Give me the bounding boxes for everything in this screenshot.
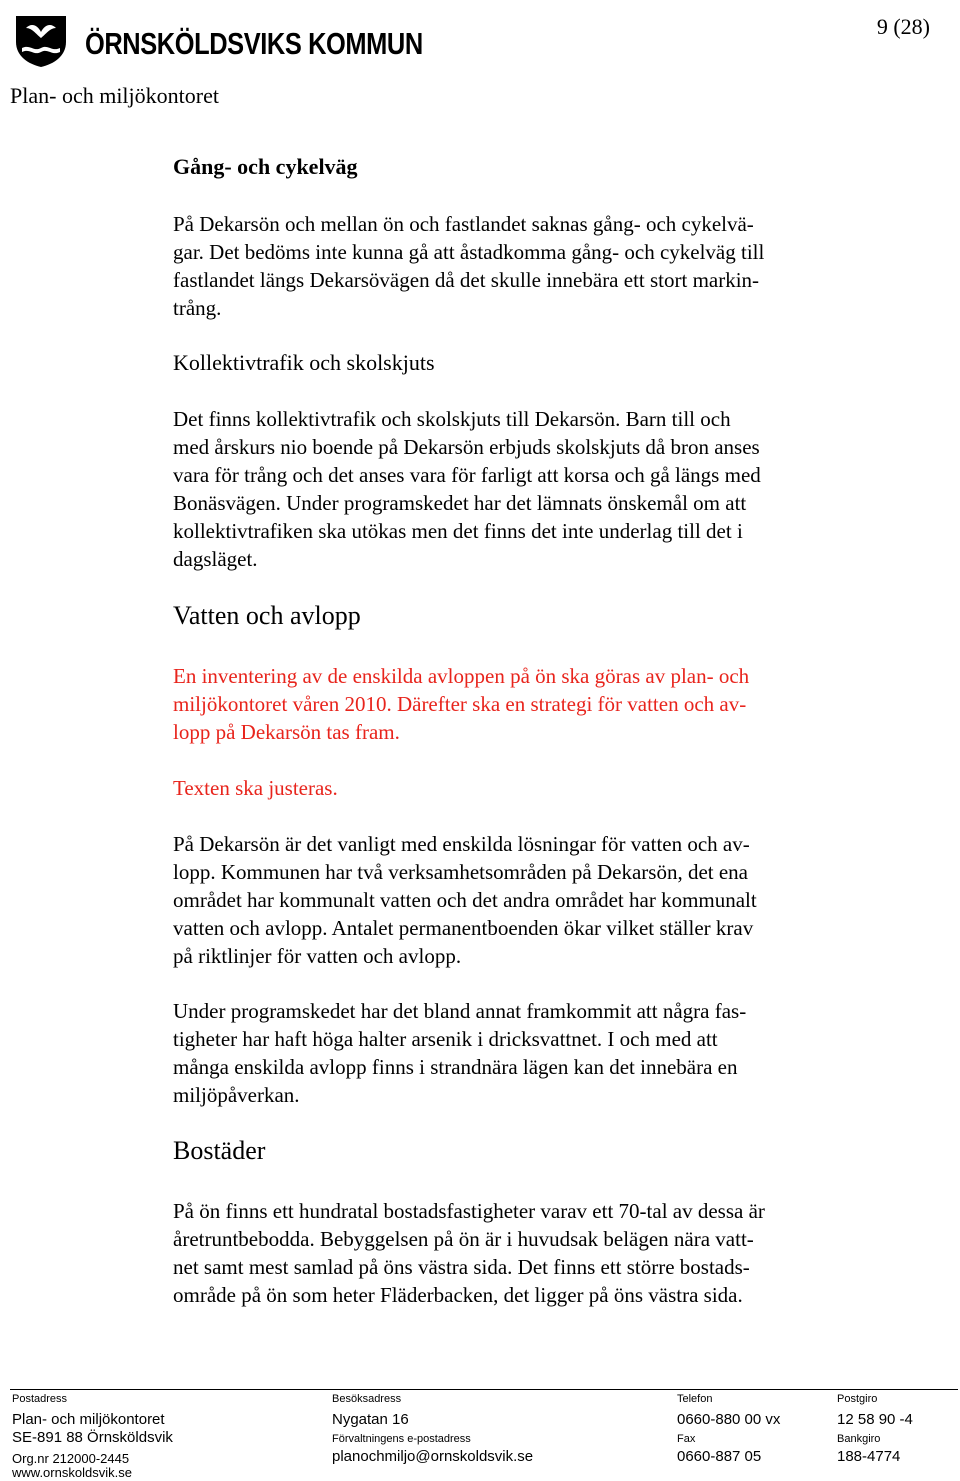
footer-divider xyxy=(10,1389,958,1390)
heading-gang-cykelvag: Gång- och cykelväg xyxy=(173,154,358,179)
footer-fax-label: Fax xyxy=(677,1433,696,1445)
editor-note: Texten ska justeras. xyxy=(173,776,338,800)
text-line: vatten och avlopp. Antalet permanentboenden ökar vilket ställer krav xyxy=(173,916,754,940)
footer-telefon: 0660-880 00 vx xyxy=(677,1411,781,1428)
text-line: många enskilda avlopp finns i strandnära lägen kan det innebära en xyxy=(173,1055,738,1079)
text-line: dagsläget. xyxy=(173,547,258,571)
paragraph-vatten-2 xyxy=(173,997,873,1109)
text-line: På ön finns ett hundratal bostadsfastigheter varav ett 70-tal av dessa är xyxy=(173,1199,765,1223)
text-line: område på ön som heter Fläderbacken, det ligger på öns västra sida. xyxy=(173,1283,743,1307)
footer-website-link[interactable]: www.ornskoldsvik.se xyxy=(12,1465,132,1480)
text-line: tigheter har haft höga halter arsenik i dricksvattnet. I och med att xyxy=(173,1027,718,1051)
text-line: området har kommunalt vatten och det andra området har kommunalt xyxy=(173,888,757,912)
text-line: trång. xyxy=(173,296,222,320)
text-line: miljökontoret våren 2010. Därefter ska en strategi för vatten och av- xyxy=(173,692,747,716)
footer-postadress-label: Postadress xyxy=(12,1393,68,1405)
text-line: fastlandet längs Dekarsövägen då det skulle innebära ett stort markin- xyxy=(173,268,760,292)
text-line: miljöpåverkan. xyxy=(173,1083,300,1107)
footer-besoksadress-label: Besöksadress xyxy=(332,1393,402,1405)
text-line: lopp på Dekarsön tas fram. xyxy=(173,720,400,744)
paragraph-kollektivtrafik xyxy=(173,405,873,573)
footer-orgnr: Org.nr 212000-2445 xyxy=(12,1451,130,1466)
page-number: 9 (28) xyxy=(876,14,930,39)
text-line: En inventering av de enskilda avloppen på ön ska göras av plan- och xyxy=(173,664,750,688)
footer-epost[interactable]: planochmiljo@ornskoldsvik.se xyxy=(332,1448,534,1465)
footer-postadress-1: Plan- och miljökontoret xyxy=(12,1411,165,1428)
text-line: Bonäsvägen. Under programskedet har det lämnats önskemål om att xyxy=(173,491,747,515)
text-line: på riktlinjer för vatten och avlopp. xyxy=(173,944,462,968)
heading-bostader: Bostäder xyxy=(173,1136,266,1165)
footer-epost-label: Förvaltningens e-postadress xyxy=(332,1433,471,1445)
municipality-logo xyxy=(10,8,423,70)
logo-text: ÖRNSKÖLDSVIKS KOMMUN xyxy=(85,26,423,61)
heading-vatten-avlopp: Vatten och avlopp xyxy=(173,601,361,630)
coat-of-arms-icon xyxy=(12,12,70,68)
paragraph-vatten-1 xyxy=(173,830,873,970)
paragraph-vatten-red xyxy=(173,662,873,746)
footer-telefon-label: Telefon xyxy=(677,1393,713,1405)
heading-kollektivtrafik: Kollektivtrafik och skolskjuts xyxy=(173,350,435,375)
text-line: åretruntbebodda. Bebyggelsen på ön är i huvudsak belägen nära vatt- xyxy=(173,1227,754,1251)
footer-bankgiro: 188-4774 xyxy=(837,1448,901,1465)
footer-postgiro: 12 58 90 -4 xyxy=(837,1411,913,1428)
text-line: vara för trång och det anses vara för farligt att korsa och gå längs med xyxy=(173,463,761,487)
paragraph-gang-cykelvag xyxy=(173,210,873,322)
text-line: På Dekarsön och mellan ön och fastlandet saknas gång- och cykelvä- xyxy=(173,212,754,236)
paragraph-bostader xyxy=(173,1197,873,1309)
text-line: net samt mest samlad på öns västra sida. Det finns ett större bostads- xyxy=(173,1255,750,1279)
footer-besoksadress: Nygatan 16 xyxy=(332,1411,409,1428)
text-line: Under programskedet har det bland annat framkommit att några fas- xyxy=(173,999,747,1023)
text-line: Det finns kollektivtrafik och skolskjuts till Dekarsön. Barn till och xyxy=(173,407,731,431)
department-name: Plan- och miljökontoret xyxy=(10,83,219,108)
footer-fax: 0660-887 05 xyxy=(677,1448,762,1465)
footer-postadress-2: SE-891 88 Örnsköldsvik xyxy=(12,1429,173,1446)
text-line: På Dekarsön är det vanligt med enskilda lösningar för vatten och av- xyxy=(173,832,750,856)
footer-bankgiro-label: Bankgiro xyxy=(837,1433,881,1445)
text-line: gar. Det bedöms inte kunna gå att åstadkomma gång- och cykelväg till xyxy=(173,240,765,264)
text-line: med årskurs nio boende på Dekarsön erbjuds skolskjuts då bron anses xyxy=(173,435,760,459)
text-line: kollektivtrafiken ska utökas men det finns det inte underlag till det i xyxy=(173,519,743,543)
text-line: lopp. Kommunen har två verksamhetsområden på Dekarsön, det ena xyxy=(173,860,748,884)
footer-postgiro-label: Postgiro xyxy=(837,1393,878,1405)
